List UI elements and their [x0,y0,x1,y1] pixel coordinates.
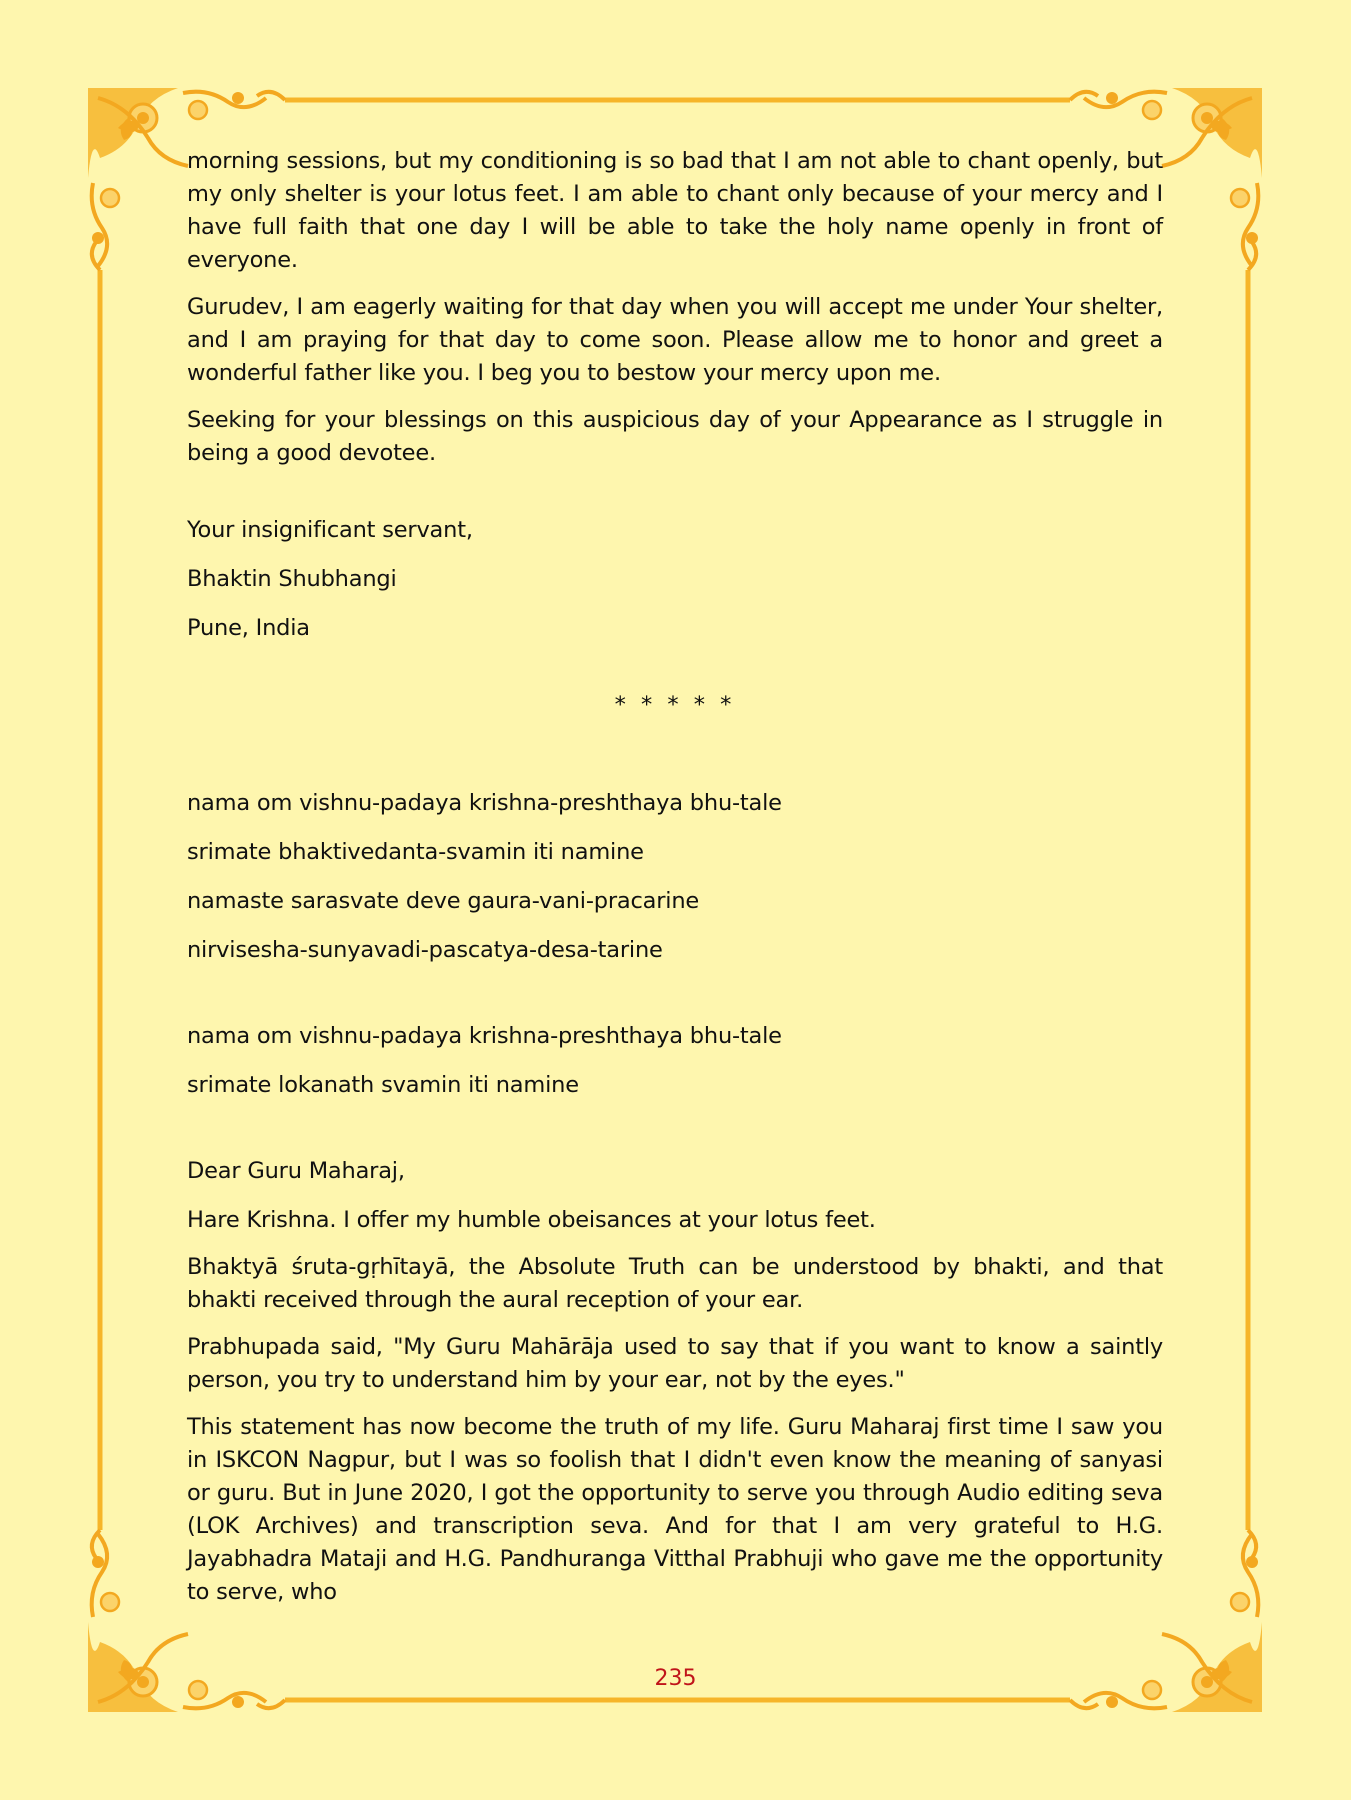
paragraph: Hare Krishna. I offer my humble obeisances at your lotus feet. [187,1207,876,1233]
salutation: Dear Guru Maharaj, [187,1158,405,1184]
paragraph: Seeking for your blessings on this auspicious day of your Appearance as I struggle in being a good devotee. [187,407,1163,466]
paragraph: Gurudev, I am eagerly waiting for that day when you will accept me under Your shelter, and I am praying for that day to come soon. Please allow me to honor and greet a wonderful father like you. I beg you to bestow your mercy upon me. [187,294,1163,386]
prayer-line: nirvisesha-sunyavadi-pascatya-desa-tarine [187,937,663,963]
prayer-line: srimate bhaktivedanta-svamin iti namine [187,839,644,865]
paragraph: Prabhupada said, "My Guru Mahārāja used to say that if you want to know a saintly person, you try to understand him by your ear, not by the eyes." [187,1334,1163,1393]
paragraph: This statement has now become the truth of my life. Guru Maharaj first time I saw you in ISKCON Nagpur, but I was so foolish that I didn't even know the meaning of sanyasi or guru. But in June 2020, I got the opportunity to serve you through Audio editing seva (LOK Archives) and transcription seva. And for that I am very grateful to H.G. Jayabhadra Mataji and H.G. Pandhuranga Vitthal Prabhuji who gave me the opportunity to serve, who [187,1414,1163,1605]
prayer-line: namaste sarasvate deve gaura-vani-pracarine [187,888,700,914]
paragraph: Bhaktyā śruta-gṛhītayā, the Absolute Truth can be understood by bhakti, and that bhakti received through the aural reception of your ear. [187,1254,1163,1313]
signature-closing: Your insignificant servant, [187,517,473,543]
signature-place: Pune, India [187,615,310,641]
signature-name: Bhaktin Shubhangi [187,566,397,592]
page-body [187,145,1163,1609]
prayer-line: srimate lokanath svamin iti namine [187,1072,579,1098]
section-separator: * * * * * [614,692,736,718]
prayer-line: nama om vishnu-padaya krishna-preshthaya bhu-tale [187,790,782,816]
paragraph: morning sessions, but my conditioning is so bad that I am not able to chant openly, but my only shelter is your lotus feet. I am able to chant only because of your mercy and I have full faith that one day I will be able to take the holy name openly in front of everyone. [187,148,1163,273]
page-number: 235 [654,1666,697,1691]
prayer-line: nama om vishnu-padaya krishna-preshthaya bhu-tale [187,1023,782,1049]
